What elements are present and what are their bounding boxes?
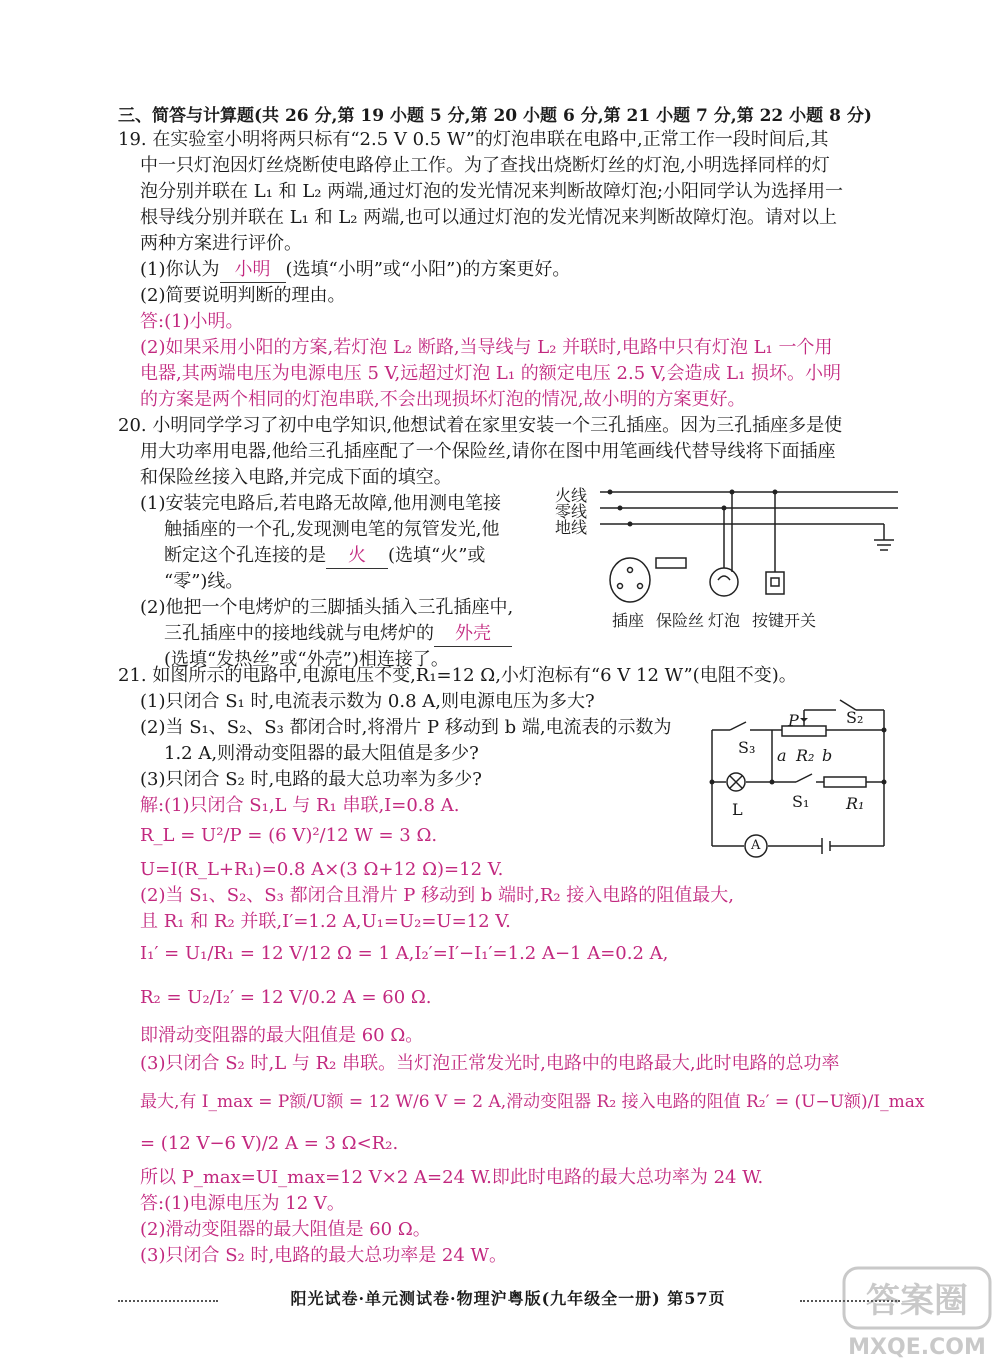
q21-solution-line: = (12 V−6 V)/2 A = 3 Ω<R₂. bbox=[140, 1133, 399, 1154]
q19-sub1 bbox=[140, 258, 570, 283]
svg-text:MXQE.COM: MXQE.COM bbox=[848, 1335, 986, 1360]
q20-part1-line4: “零”)线。 bbox=[164, 571, 244, 592]
r2-label: R₂ bbox=[796, 746, 815, 765]
q21-solution-line: R_L = U²/P = (6 V)²/12 W = 3 Ω. bbox=[140, 825, 438, 846]
q19-line: 根导线分别并联在 L₁ 和 L₂ 两端,也可以通过灯泡的发光情况来判断故障灯泡。请对以上 bbox=[140, 207, 837, 228]
live-wire-label: 火线 bbox=[555, 486, 588, 505]
q21-solution-line: I₁′ = U₁/R₁ = 12 V/12 Ω = 1 A,I₂′=I′−I₁′=1.2 A−1 A=0.2 A, bbox=[140, 943, 669, 964]
q21-line: 1.2 A,则滑动变阻器的最大阻值是多少? bbox=[164, 743, 479, 764]
q20-part1-line: (1)安装完电路后,若电路无故障,他用测电笔接 bbox=[140, 493, 501, 514]
q21-line: (1)只闭合 S₁ 时,电流表示数为 0.8 A,则电源电压为多大? bbox=[140, 691, 595, 712]
q19-sub1-pre: (1)你认为 bbox=[140, 259, 220, 280]
q21-line: (2)当 S₁、S₂、S₃ 都闭合时,将滑片 P 移动到 b 端,电流表的示数为 bbox=[140, 717, 672, 738]
q21-line: 21. 如图所示的电路中,电源电压不变,R₁=12 Ω,小灯泡标有“6 V 12 W”(电阻不变)。 bbox=[118, 665, 797, 686]
q20-line: 用大功率用电器,他给三孔插座配了一个保险丝,请你在图中用笔画线代替导线将下面插座 bbox=[140, 441, 836, 462]
slider-p-label: P bbox=[788, 711, 799, 730]
switch-caption: 按键开关 bbox=[752, 611, 817, 630]
q21-solution-line: (2)滑动变阻器的最大阻值是 60 Ω。 bbox=[140, 1219, 431, 1240]
fuse-caption: 保险丝 bbox=[656, 611, 705, 630]
q19-line: 中一只灯泡因灯丝烧断使电路停止工作。为了查找出烧断灯丝的灯泡,小明选择同样的灯 bbox=[140, 155, 830, 176]
q19-line: 两种方案进行评价。 bbox=[140, 233, 302, 254]
q21-solution-line: (3)只闭合 S₂ 时,电路的最大总功率是 24 W。 bbox=[140, 1245, 508, 1266]
section-title: 三、简答与计算题(共 26 分,第 19 小题 5 分,第 20 小题 6 分,第 21 小题 7 分,第 22 小题 8 分) bbox=[118, 106, 872, 126]
socket-caption: 插座 bbox=[612, 611, 645, 630]
neutral-wire-label: 零线 bbox=[555, 502, 588, 521]
q20-part1-line3 bbox=[164, 544, 485, 569]
q20-part1-post: (选填“火”或 bbox=[388, 545, 486, 566]
page-footer: 阳光试卷·单元测试卷·物理沪粤版(九年级全一册) 第57页 bbox=[290, 1289, 726, 1308]
q20-answer-blank-1: 火 bbox=[326, 544, 388, 569]
q20-answer-blank-2: 外壳 bbox=[434, 622, 512, 647]
q21-circuit-diagram bbox=[700, 690, 900, 866]
terminal-a-label: a bbox=[777, 746, 787, 765]
s2-label: S₂ bbox=[846, 708, 864, 727]
q21-solution-line: 答:(1)电源电压为 12 V。 bbox=[140, 1193, 345, 1214]
q19-answer-line: 电器,其两端电压为电源电压 5 V,远超过灯泡 L₁ 的额定电压 2.5 V,会造成 L₁ 损坏。小明 bbox=[140, 363, 842, 384]
q20-part2-pre: 三孔插座中的接地线就与电烤炉的 bbox=[164, 623, 434, 644]
q19-answer-blank: 小明 bbox=[220, 258, 286, 283]
q19-line: 19. 在实验室小明将两只标有“2.5 V 0.5 W”的灯泡串联在电路中,正常工作一段时间后,其 bbox=[118, 129, 829, 150]
s3-label: S₃ bbox=[738, 738, 756, 757]
ground-wire-label: 地线 bbox=[555, 518, 588, 537]
q19-sub2: (2)简要说明判断的理由。 bbox=[140, 285, 346, 306]
q21-solution-line: R₂ = U₂/I₂′ = 12 V/0.2 A = 60 Ω. bbox=[140, 987, 432, 1008]
svg-text:答案圈: 答案圈 bbox=[866, 1281, 968, 1321]
q19-answer-line: 答:(1)小明。 bbox=[140, 311, 244, 332]
q21-solution-line: U=I(R_L+R₁)=0.8 A×(3 Ω+12 Ω)=12 V. bbox=[140, 859, 504, 880]
q21-solution-line: 解:(1)只闭合 S₁,L 与 R₁ 串联,I=0.8 A. bbox=[140, 795, 460, 816]
q20-part2-line3: (选填“发热丝”或“外壳”)相连接了。 bbox=[164, 649, 449, 670]
q20-part1-line: 触插座的一个孔,发现测电笔的氖管发光,他 bbox=[164, 519, 500, 540]
q20-line: 20. 小明同学学习了初中电学知识,他想试着在家里安装一个三孔插座。因为三孔插座多是使 bbox=[118, 415, 843, 436]
q20-line: 和保险丝接入电路,并完成下面的填空。 bbox=[140, 467, 452, 488]
q21-solution-line: (3)只闭合 S₂ 时,L 与 R₂ 串联。当灯泡正常发光时,电路中的电路最大,此时电路的总功率 bbox=[140, 1053, 840, 1074]
s1-label: S₁ bbox=[792, 792, 810, 811]
lamp-l-label: L bbox=[732, 800, 743, 819]
q21-solution-line: 所以 P_max=UI_max=12 V×2 A=24 W.即此时电路的最大总功率为 24 W. bbox=[140, 1167, 764, 1188]
r1-label: R₁ bbox=[846, 794, 865, 813]
q19-answer-line: 的方案是两个相同的灯泡串联,不会出现损坏灯泡的情况,故小明的方案更好。 bbox=[140, 389, 746, 410]
q21-solution-line: 即滑动变阻器的最大阻值是 60 Ω。 bbox=[140, 1025, 424, 1046]
bulb-caption: 灯泡 bbox=[708, 611, 741, 630]
q20-part2-line: (2)他把一个电烤炉的三脚插头插入三孔插座中, bbox=[140, 597, 514, 618]
q19-line: 泡分别并联在 L₁ 和 L₂ 两端,通过灯泡的发光情况来判断故障灯泡;小阳同学认为选择用一 bbox=[140, 181, 844, 202]
ammeter-label: A bbox=[751, 838, 761, 853]
terminal-b-label: b bbox=[822, 746, 833, 765]
watermark-logo bbox=[842, 1266, 992, 1362]
q21-solution-line: (2)当 S₁、S₂、S₃ 都闭合且滑片 P 移动到 b 端时,R₂ 接入电路的阻值最大, bbox=[140, 885, 735, 906]
q20-part1-pre: 断定这个孔连接的是 bbox=[164, 545, 326, 566]
q21-solution-line: 最大,有 I_max = P额/U额 = 12 W/6 V = 2 A,滑动变阻器 R₂ 接入电路的阻值 R₂′ = (U−U额)/I_max bbox=[140, 1092, 925, 1112]
q19-sub1-post: (选填“小明”或“小阳”)的方案更好。 bbox=[285, 259, 571, 280]
q21-solution-line: 且 R₁ 和 R₂ 并联,I′=1.2 A,U₁=U₂=U=12 V. bbox=[140, 911, 511, 932]
q20-part2-line2 bbox=[164, 622, 512, 647]
q19-answer-line: (2)如果采用小阳的方案,若灯泡 L₂ 断路,当导线与 L₂ 并联时,电路中只有灯泡 L₁ 一个用 bbox=[140, 337, 833, 358]
q21-line: (3)只闭合 S₂ 时,电路的最大总功率为多少? bbox=[140, 769, 482, 790]
